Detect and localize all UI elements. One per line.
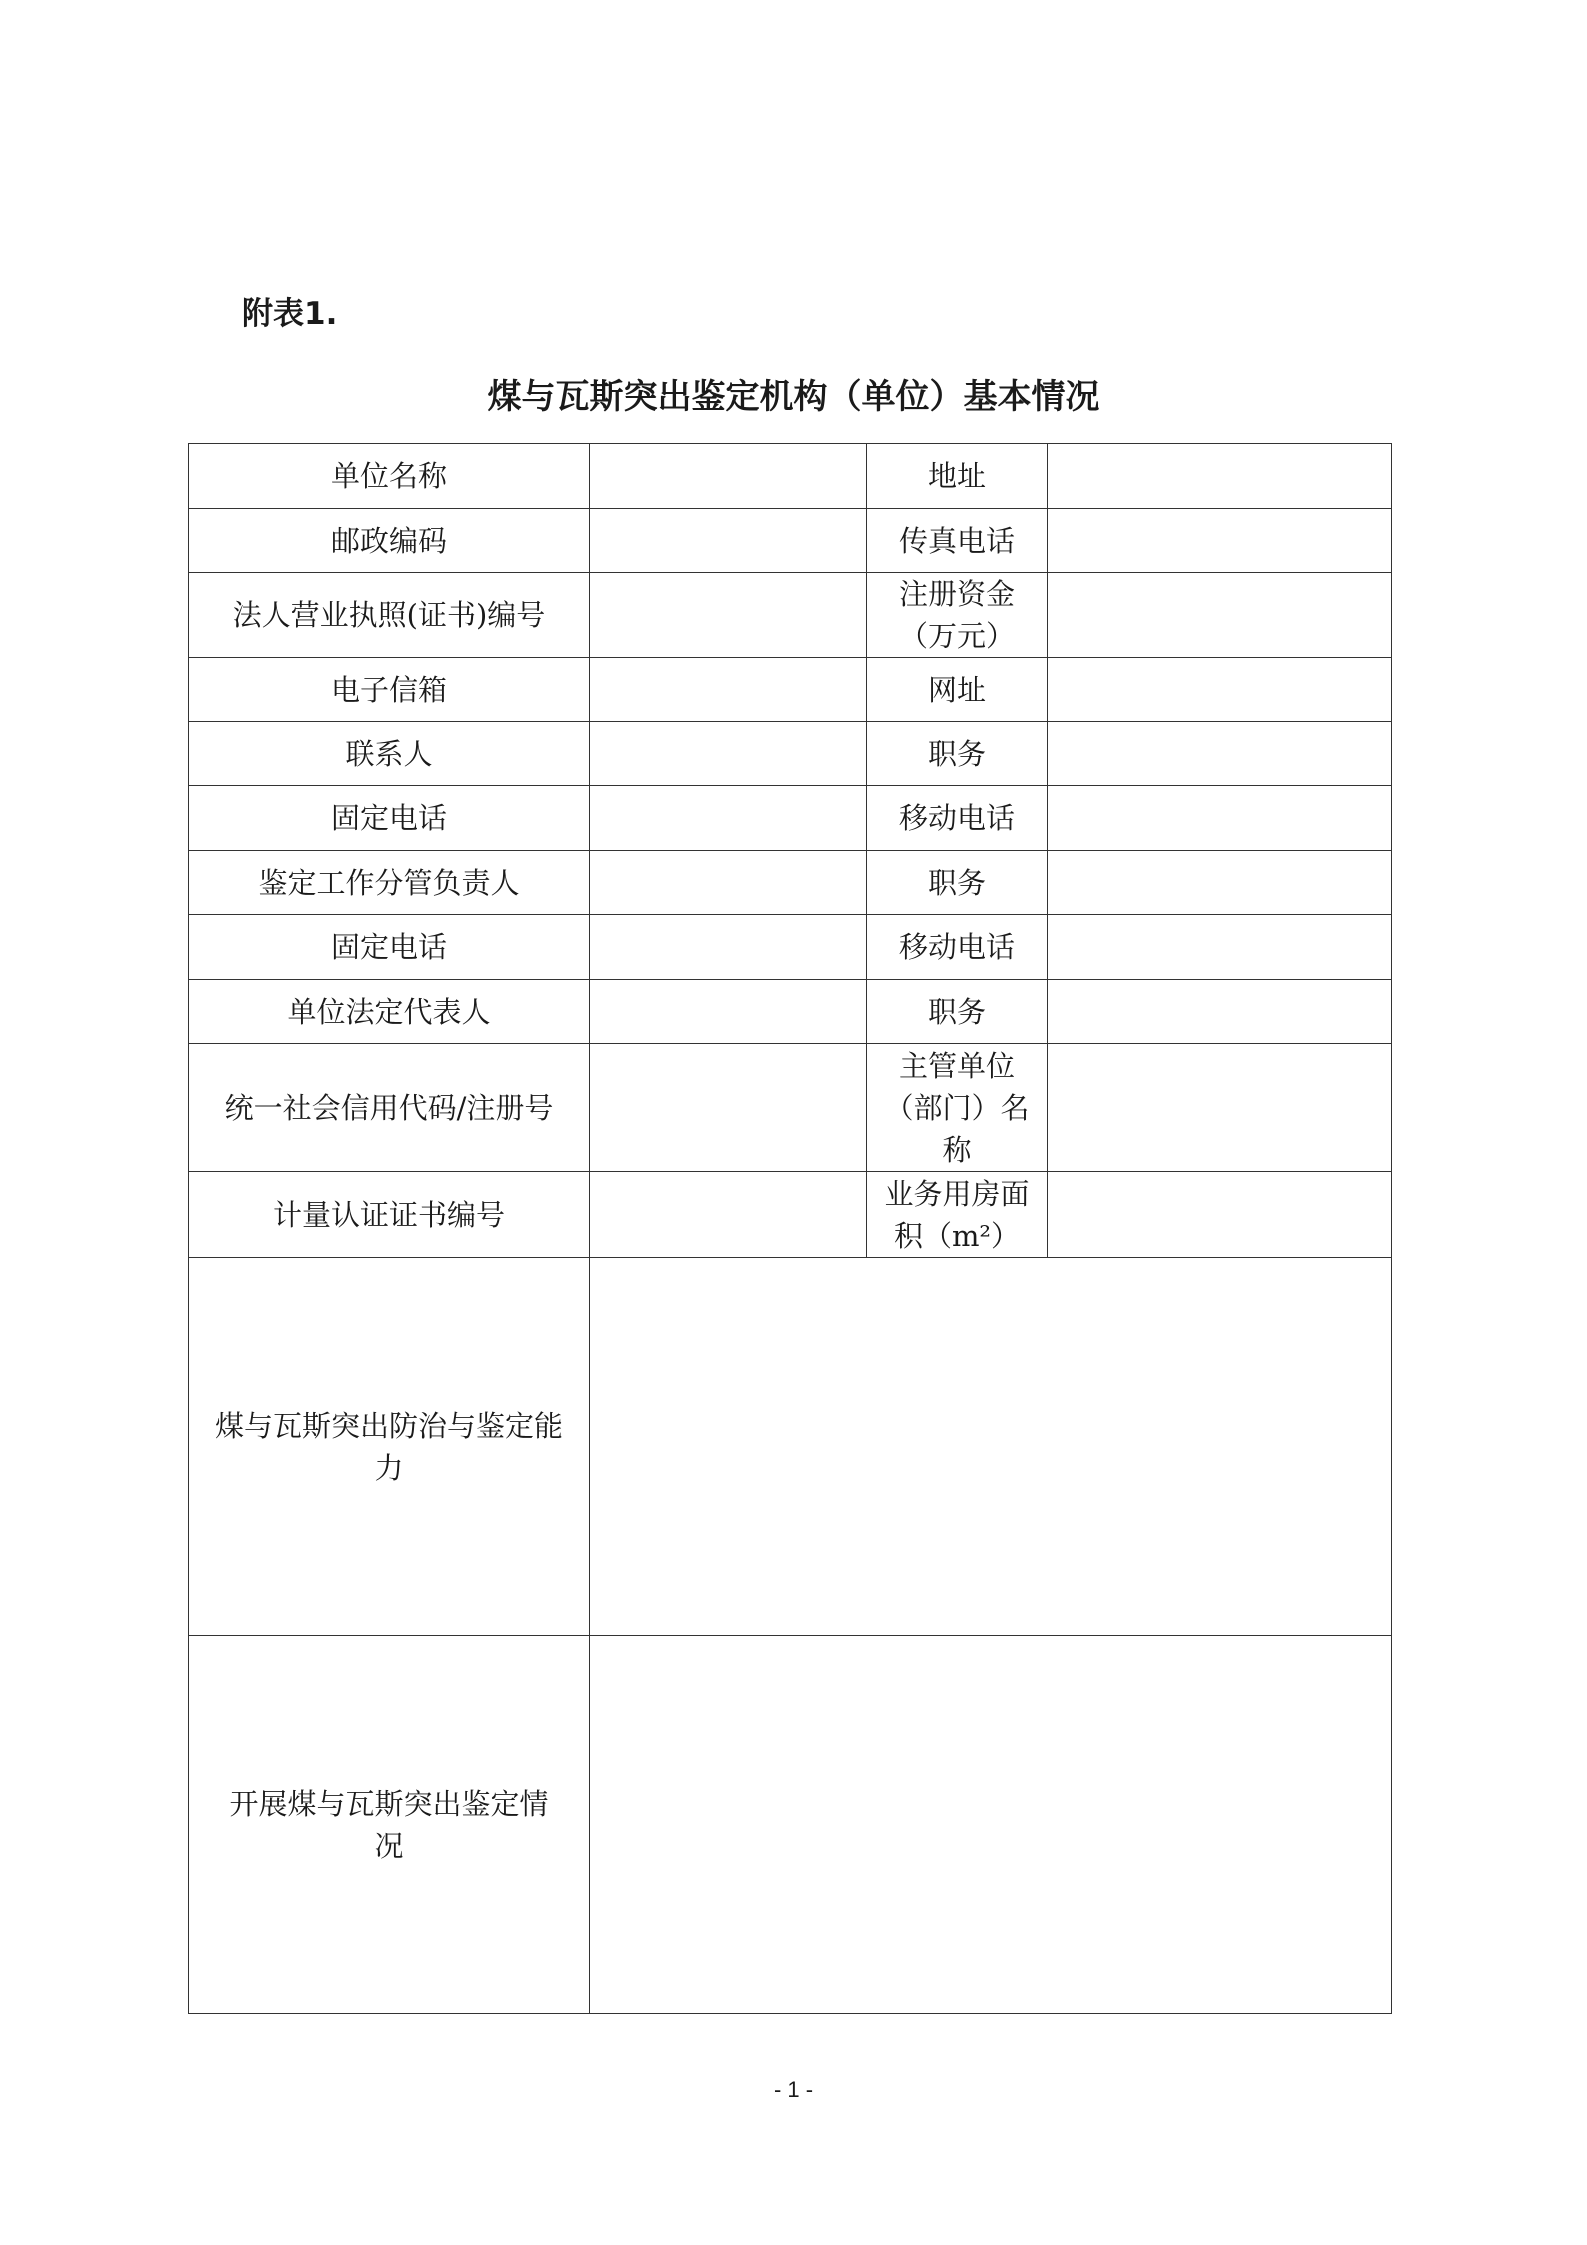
- field-value-manager-mobile[interactable]: [1048, 915, 1392, 980]
- field-value-postal-code[interactable]: [590, 509, 867, 573]
- field-label-legal-representative: 单位法定代表人: [189, 980, 590, 1044]
- field-value-appraisal-manager[interactable]: [590, 851, 867, 915]
- field-label-metrology-certificate: 计量认证证书编号: [189, 1172, 590, 1258]
- field-value-contact-person[interactable]: [590, 722, 867, 786]
- field-label-contact-position: 职务: [867, 722, 1048, 786]
- field-label-manager-position: 职务: [867, 851, 1048, 915]
- field-value-registered-capital[interactable]: [1048, 573, 1392, 658]
- form-title: 煤与瓦斯突出鉴定机构（单位）基本情况: [487, 377, 1100, 417]
- field-value-manager-landline[interactable]: [590, 915, 867, 980]
- field-value-supervising-unit[interactable]: [1048, 1044, 1392, 1172]
- field-value-manager-position[interactable]: [1048, 851, 1392, 915]
- field-label-contact-mobile: 移动电话: [867, 786, 1048, 851]
- table-row: [189, 786, 1392, 851]
- field-value-website[interactable]: [1048, 658, 1392, 722]
- field-label-fax: 传真电话: [867, 509, 1048, 573]
- table-row: [189, 444, 1392, 509]
- field-value-unit-name[interactable]: [590, 444, 867, 509]
- field-value-contact-mobile[interactable]: [1048, 786, 1392, 851]
- institution-info-table: [188, 443, 1392, 2014]
- table-row: [189, 915, 1392, 980]
- field-label-registered-capital: 注册资金（万元）: [867, 573, 1048, 658]
- field-label-address: 地址: [867, 444, 1048, 509]
- appendix-label: 附表1.: [242, 296, 338, 332]
- field-label-manager-landline: 固定电话: [189, 915, 590, 980]
- table-row: [189, 980, 1392, 1044]
- field-label-office-area: 业务用房面积（m²）: [867, 1172, 1048, 1258]
- table-row: [189, 722, 1392, 786]
- field-label-prevention-capability: 煤与瓦斯突出防治与鉴定能力: [189, 1258, 590, 1636]
- table-row: [189, 1258, 1392, 1636]
- field-label-credit-code: 统一社会信用代码/注册号: [189, 1044, 590, 1172]
- field-label-appraisal-manager: 鉴定工作分管负责人: [189, 851, 590, 915]
- field-value-appraisal-situation[interactable]: [590, 1636, 1392, 2014]
- field-value-legal-representative[interactable]: [590, 980, 867, 1044]
- field-value-prevention-capability[interactable]: [590, 1258, 1392, 1636]
- table-row: [189, 1044, 1392, 1172]
- table-row: [189, 1172, 1392, 1258]
- page-number: - 1 -: [773, 2077, 814, 2102]
- field-label-contact-person: 联系人: [189, 722, 590, 786]
- table-row: [189, 658, 1392, 722]
- field-label-supervising-unit: 主管单位（部门）名称: [867, 1044, 1048, 1172]
- field-label-business-license-number: 法人营业执照(证书)编号: [189, 573, 590, 658]
- field-label-representative-position: 职务: [867, 980, 1048, 1044]
- field-value-representative-position[interactable]: [1048, 980, 1392, 1044]
- field-value-email[interactable]: [590, 658, 867, 722]
- field-label-contact-landline: 固定电话: [189, 786, 590, 851]
- table-row: [189, 1636, 1392, 2014]
- table-row: [189, 509, 1392, 573]
- field-label-manager-mobile: 移动电话: [867, 915, 1048, 980]
- field-value-contact-position[interactable]: [1048, 722, 1392, 786]
- field-value-office-area[interactable]: [1048, 1172, 1392, 1258]
- field-value-credit-code[interactable]: [590, 1044, 867, 1172]
- table-row: [189, 851, 1392, 915]
- field-label-postal-code: 邮政编码: [189, 509, 590, 573]
- field-label-website: 网址: [867, 658, 1048, 722]
- field-label-email: 电子信箱: [189, 658, 590, 722]
- field-value-metrology-certificate[interactable]: [590, 1172, 867, 1258]
- field-value-contact-landline[interactable]: [590, 786, 867, 851]
- field-value-address[interactable]: [1048, 444, 1392, 509]
- field-value-fax[interactable]: [1048, 509, 1392, 573]
- field-label-appraisal-situation: 开展煤与瓦斯突出鉴定情况: [189, 1636, 590, 2014]
- field-label-unit-name: 单位名称: [189, 444, 590, 509]
- field-value-business-license-number[interactable]: [590, 573, 867, 658]
- table-row: [189, 573, 1392, 658]
